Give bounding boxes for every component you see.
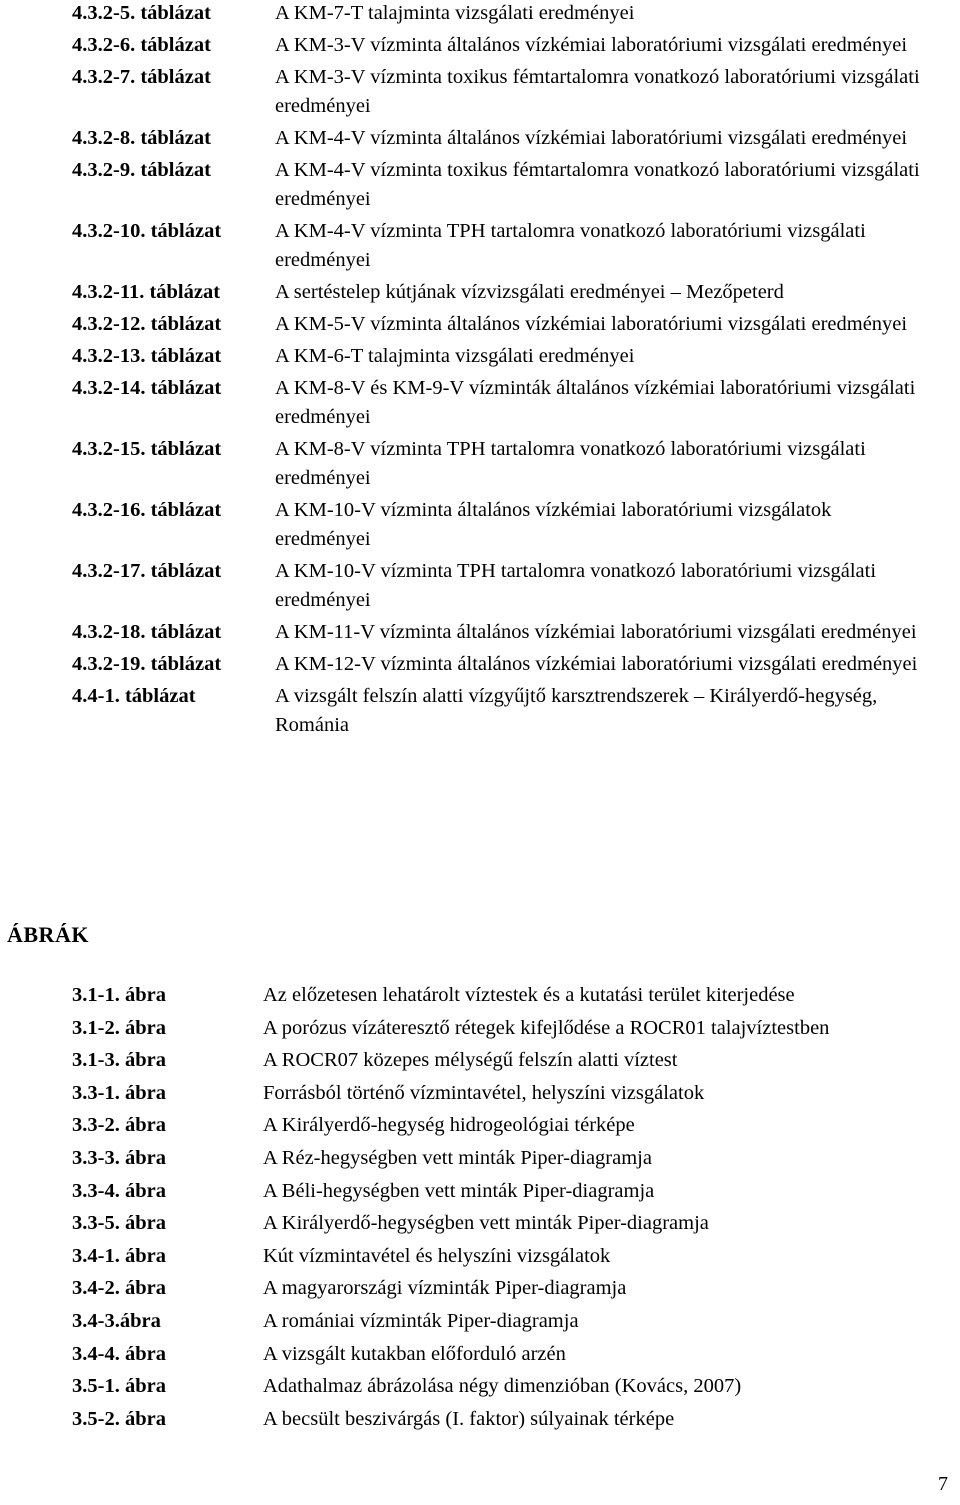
figure-entry — [72, 1144, 952, 1173]
table-number: 4.3.2-7. táblázat — [72, 66, 211, 88]
table-number: 4.3.2-9. táblázat — [72, 159, 211, 181]
table-number: 4.3.2-8. táblázat — [72, 127, 211, 149]
figure-number: 3.3-1. ábra — [72, 1081, 166, 1104]
table-entry — [72, 278, 932, 307]
table-number: 4.3.2-10. táblázat — [72, 220, 222, 242]
figure-number: 3.3-4. ábra — [72, 1179, 166, 1202]
figure-title: Az előzetesen lehatárolt víztestek és a kutatási terület kiterjedése — [263, 984, 795, 1006]
figure-title: A ROCR07 közepes mélységű felszín alatti víztest — [263, 1049, 678, 1072]
table-entry — [72, 342, 932, 371]
figure-entry — [72, 1242, 952, 1271]
table-title: A KM-8-V és KM-9-V vízminták általános vízkémiai laboratóriumi vizsgálati eredményei — [275, 377, 916, 428]
table-entry — [72, 124, 932, 153]
table-entry — [72, 496, 932, 554]
table-number: 4.4-1. táblázat — [72, 685, 196, 707]
figure-entry — [72, 1177, 952, 1206]
table-title: A KM-4-V vízminta általános vízkémiai laboratóriumi vizsgálati eredményei — [275, 127, 908, 149]
table-title: A vizsgált felszín alatti vízgyűjtő karsztrendszerek – Királyerdő-hegység, Románia — [275, 685, 878, 736]
figure-title: A Királyerdő-hegységben vett minták Piper-diagramja — [263, 1212, 709, 1235]
table-entry — [72, 682, 932, 740]
figure-number: 3.5-2. ábra — [72, 1407, 166, 1430]
figure-title: A Réz-hegységben vett minták Piper-diagramja — [263, 1146, 652, 1169]
table-entry — [72, 618, 932, 647]
table-number: 4.3.2-18. táblázat — [72, 621, 222, 643]
table-number: 4.3.2-5. táblázat — [72, 2, 211, 24]
figure-number: 3.5-1. ábra — [72, 1375, 166, 1398]
table-title: A KM-6-T talajminta vizsgálati eredményei — [275, 345, 635, 367]
figure-title: Kút vízmintavétel és helyszíni vizsgálatok — [263, 1244, 611, 1267]
table-title: A KM-3-V vízminta toxikus fémtartalomra vonatkozó laboratóriumi vizsgálati eredményei — [275, 66, 920, 117]
table-title: A KM-8-V vízminta TPH tartalomra vonatkozó laboratóriumi vizsgálati eredményei — [275, 438, 866, 489]
table-entry — [72, 310, 932, 339]
table-number: 4.3.2-14. táblázat — [72, 377, 222, 399]
figure-entry — [72, 1340, 952, 1369]
figure-title: A Királyerdő-hegység hidrogeológiai térképe — [263, 1114, 635, 1137]
figure-number: 3.4-4. ábra — [72, 1342, 166, 1365]
table-entry — [72, 557, 932, 615]
figure-title: A magyarországi vízminták Piper-diagramja — [263, 1277, 627, 1300]
figure-number: 3.4-2. ábra — [72, 1277, 166, 1300]
figure-entry — [72, 1111, 952, 1140]
figure-title: A vizsgált kutakban előforduló arzén — [263, 1342, 566, 1365]
table-number: 4.3.2-12. táblázat — [72, 313, 222, 335]
table-title: A sertéstelep kútjának vízvizsgálati eredményei – Mezőpeterd — [275, 281, 784, 303]
table-entry — [72, 156, 932, 214]
table-title: A KM-5-V vízminta általános vízkémiai laboratóriumi vizsgálati eredményei — [275, 313, 908, 335]
figure-entry — [72, 1046, 952, 1075]
figure-entry — [72, 981, 952, 1010]
table-title: A KM-7-T talajminta vizsgálati eredményei — [275, 2, 635, 24]
table-title: A KM-11-V vízminta általános vízkémiai laboratóriumi vizsgálati eredményei — [275, 621, 917, 643]
table-title: A KM-3-V vízminta általános vízkémiai laboratóriumi vizsgálati eredményei — [275, 34, 908, 56]
table-number: 4.3.2-19. táblázat — [72, 653, 222, 675]
table-title: A KM-10-V vízminta általános vízkémiai laboratóriumi vizsgálatok eredményei — [275, 499, 832, 550]
figure-title: Adathalmaz ábrázolása négy dimenzióban (Kovács, 2007) — [263, 1375, 742, 1398]
figure-number: 3.3-3. ábra — [72, 1146, 166, 1169]
figures-heading: ÁBRÁK — [7, 922, 89, 947]
table-title: A KM-12-V vízminta általános vízkémiai laboratóriumi vizsgálati eredményei — [275, 653, 918, 675]
table-entry — [72, 374, 932, 432]
figure-number: 3.3-2. ábra — [72, 1114, 166, 1137]
table-number: 4.3.2-11. táblázat — [72, 281, 221, 303]
figure-number: 3.4-3.ábra — [72, 1309, 161, 1332]
table-title: A KM-10-V vízminta TPH tartalomra vonatkozó laboratóriumi vizsgálati eredményei — [275, 560, 877, 611]
figure-list — [72, 981, 952, 1437]
figure-title: A becsült beszivárgás (I. faktor) súlyainak térképe — [263, 1407, 675, 1430]
table-title: A KM-4-V vízminta toxikus fémtartalomra vonatkozó laboratóriumi vizsgálati eredményei — [275, 159, 920, 210]
table-number: 4.3.2-17. táblázat — [72, 560, 222, 582]
figure-entry — [72, 1372, 952, 1401]
figure-title: A porózus vízáteresztő rétegek kifejlődése a ROCR01 talajvíztestben — [263, 1016, 830, 1039]
table-entry — [72, 435, 932, 493]
table-number: 4.3.2-6. táblázat — [72, 34, 211, 56]
table-title: A KM-4-V vízminta TPH tartalomra vonatkozó laboratóriumi vizsgálati eredményei — [275, 220, 866, 271]
figure-entry — [72, 1307, 952, 1336]
figure-number: 3.1-1. ábra — [72, 984, 166, 1006]
figure-number: 3.1-2. ábra — [72, 1016, 166, 1039]
figure-number: 3.3-5. ábra — [72, 1212, 166, 1235]
page-number: 7 — [938, 1473, 948, 1495]
table-list — [72, 0, 932, 743]
table-entry — [72, 217, 932, 275]
table-number: 4.3.2-16. táblázat — [72, 499, 222, 521]
figure-entry — [72, 1405, 952, 1434]
figure-entry — [72, 1209, 952, 1238]
table-entry — [72, 31, 932, 60]
table-entry — [72, 650, 932, 679]
table-number: 4.3.2-13. táblázat — [72, 345, 222, 367]
table-entry — [72, 63, 932, 121]
table-number: 4.3.2-15. táblázat — [72, 438, 222, 460]
figure-entry — [72, 1014, 952, 1043]
figure-number: 3.1-3. ábra — [72, 1049, 166, 1072]
figure-entry — [72, 1274, 952, 1303]
figure-title: A romániai vízminták Piper-diagramja — [263, 1309, 579, 1332]
figure-title: A Béli-hegységben vett minták Piper-diagramja — [263, 1179, 655, 1202]
figure-entry — [72, 1079, 952, 1108]
figure-title: Forrásból történő vízmintavétel, helyszíni vizsgálatok — [263, 1081, 705, 1104]
figure-number: 3.4-1. ábra — [72, 1244, 166, 1267]
table-entry — [72, 0, 932, 28]
